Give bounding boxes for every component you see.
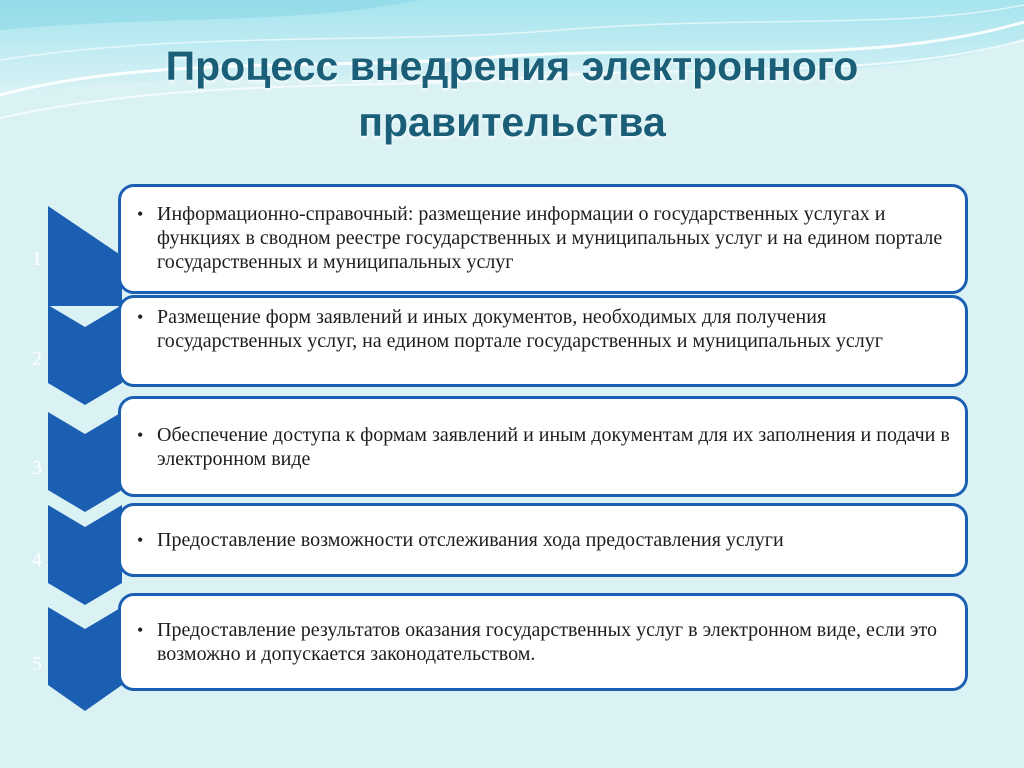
- bullet-icon: •: [137, 620, 144, 640]
- step-text: Предоставление результатов оказания государственных услуг в электронном виде, если это возможно и допускается законодательством.: [157, 619, 937, 665]
- step-box: [118, 396, 968, 497]
- step-text: Размещение форм заявлений и иных документов, необходимых для получения государственных услуг, на едином портале государственных и муниципальных услуг: [157, 306, 883, 352]
- step-number: 4: [32, 549, 42, 571]
- step-number: 3: [32, 457, 42, 479]
- bullet-icon: •: [137, 530, 144, 550]
- step-box: [118, 593, 968, 691]
- step-number: 1: [32, 248, 42, 270]
- step-text: Информационно-справочный: размещение информации о государственных услугах и функциях в сводном реестре государственных и муниципальных услуг и на едином портале государственных и муниципальных услуг: [157, 203, 943, 273]
- step-text: Обеспечение доступа к формам заявлений и иным документам для их заполнения и подачи в электронном виде: [157, 424, 950, 470]
- process-step-2: [0, 295, 1024, 387]
- bullet-icon: •: [137, 425, 144, 445]
- step-number: 2: [32, 348, 42, 370]
- process-step-5: [0, 593, 1024, 691]
- title-line-2: правительства: [358, 99, 666, 145]
- process-step-3: [0, 396, 1024, 497]
- process-step-1: [0, 184, 1024, 294]
- slide-title: [0, 38, 1024, 150]
- bullet-icon: •: [137, 307, 144, 327]
- process-step-4: [0, 503, 1024, 577]
- step-text: Предоставление возможности отслеживания хода предоставления услуги: [157, 529, 784, 551]
- title-line-1: Процесс внедрения электронного: [165, 43, 859, 89]
- step-box: [118, 295, 968, 387]
- step-box: [118, 503, 968, 577]
- bullet-icon: •: [137, 204, 144, 224]
- step-box: [118, 184, 968, 294]
- step-number: 5: [32, 653, 42, 675]
